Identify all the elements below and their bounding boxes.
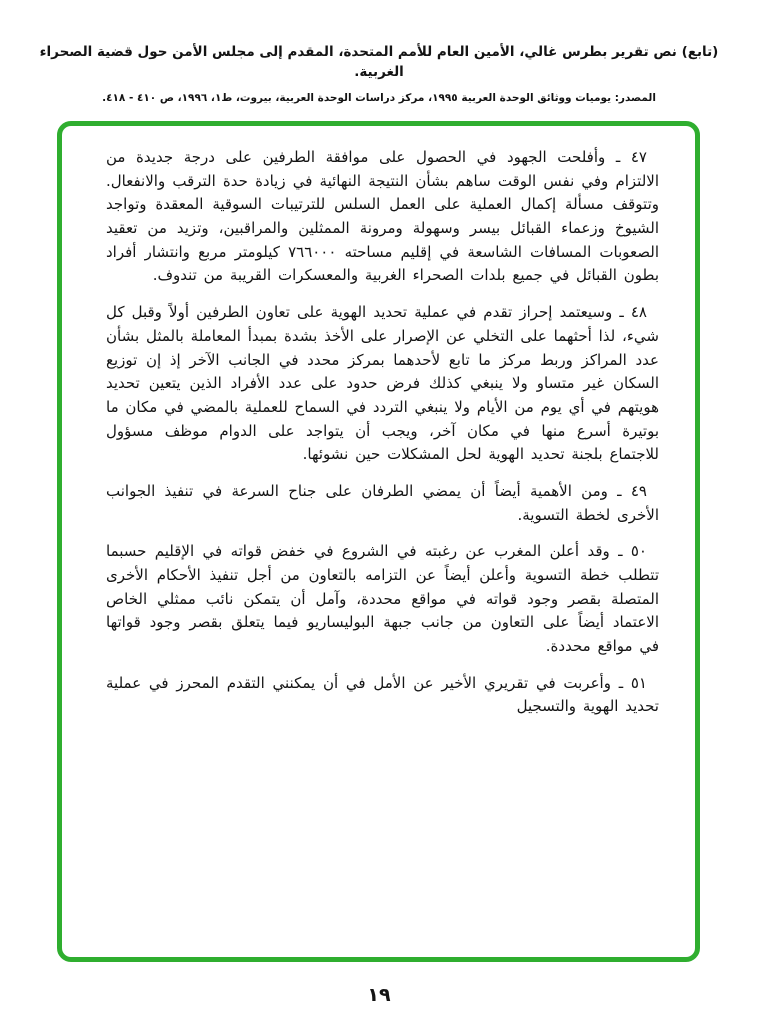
paragraph-47: ٤٧ ـ وأفلحت الجهود في الحصول على موافقة الطرفين على درجة جديدة من الالتزام وفي نفس الوقت ساهم بشأن النتيجة النهائية في زيادة حدة الترقب والانفعال. وتتوقف مسألة إكمال العملية على العمل السلس للترتيبات السوقية المعقدة وتواجد الشيوخ وزعماء القبائل بيسر وسهولة ومرونة الممثلين والمراقبين، وتزيد من تعقيد الصعوبات المسافات الشاسعة في إقليم مساحته ٧٦٦٠٠٠ كيلومتر مربع وانتشار أفراد بطون القبائل في جميع بلدات الصحراء الغربية والمعسكرات القريبة من تندوف. xyxy=(106,148,660,285)
report-body xyxy=(62,126,695,731)
page-number: ١٩ xyxy=(367,984,391,1006)
paragraph-48: ٤٨ ـ وسيعتمد إحراز تقدم في عملية تحديد الهوية على تعاون الطرفين أولاً وقبل كل شيء، لذا أحثهما على التخلي عن الإصرار على الأخذ بشدة بمبدأ المعاملة بالمثل بشأن عدد المراكز وربط مركز ما تابع لأحدهما بمركز محدد في الجانب الآخر إذ إن توزيع السكان غير متساو ولا ينبغي كذلك فرض حدود على عدد الأفراد الذين يتعين تحديد هويتهم في أي يوم من الأيام ولا ينبغي التردد في السماح للعملية بالمضي في مكان ما بوتيرة أسرع منها في مكان آخر، ويجب أن يتواجد على الدوام موظف مسؤول للاجتماع بلجنة تحديد الهوية لحل المشكلات حين نشوئها. xyxy=(106,303,659,464)
paragraph-49: ٤٩ ـ ومن الأهمية أيضاً أن يمضي الطرفان على جناح السرعة في تنفيذ الجوانب الأخرى لخطة التسوية. xyxy=(106,481,659,524)
document-header xyxy=(0,0,758,104)
green-content-frame xyxy=(57,121,700,962)
paragraph-50: ٥٠ ـ وقد أعلن المغرب عن رغبته في الشروع في خفض قواته في الإقليم حسبما تتطلب خطة التسوية وأعلن أيضاً عن التزامه بالتعاون من أجل تنفيذ الأحكام الأخرى المتصلة بقصر وجود قواته في مواقع محددة، وآمل أن يتمكن نائب ممثلي الخاص الاعتماد أيضاً على التعاون من جانب جبهة البوليساريو فيما يتعلق بقصر وجود قواتها في مواقع محددة. xyxy=(106,542,659,656)
report-title: (تابع) نص تقرير بطرس غالي، الأمين العام للأمم المتحدة، المقدم إلى مجلس الأمن حول قضية الصحراء الغربية. xyxy=(39,44,719,81)
source-citation: المصدر: يوميات ووثائق الوحدة العربية ١٩٩٥، مركز دراسات الوحدة العربية، بيروت، ط١، ١٩٩٦، ص ٤١٠ - ٤١٨. xyxy=(102,91,656,104)
paragraph-51: ٥١ ـ وأعربت في تقريري الأخير عن الأمل في أن يمكنني التقدم المحرز في عملية تحديد الهوية والتسجيل xyxy=(106,673,659,716)
